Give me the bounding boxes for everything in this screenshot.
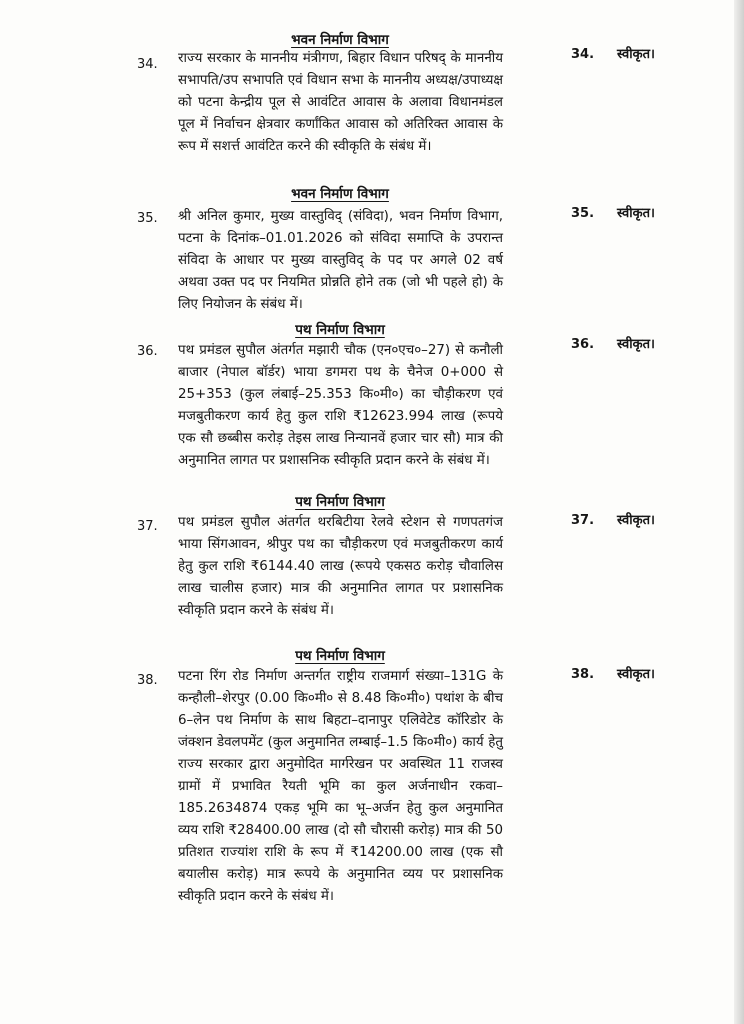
status-label: स्वीकृत। bbox=[617, 206, 655, 221]
item-number: 37. bbox=[137, 519, 158, 534]
page-edge-shadow bbox=[734, 0, 744, 1024]
item-number: 35. bbox=[137, 211, 158, 226]
status-number: 35. bbox=[571, 206, 595, 221]
status-label: स्वीकृत। bbox=[617, 47, 655, 62]
status-number: 36. bbox=[571, 337, 595, 352]
status-label: स्वीकृत। bbox=[617, 337, 655, 352]
item-description: पटना रिंग रोड निर्माण अन्तर्गत राष्ट्रीय राजमार्ग संख्या–131G के कन्हौली–शेरपुर (0.00 कि०मी० से 8.48 कि०मी०) पथांश के बीच 6–लेन पथ निर्माण के साथ बिहटा–दानापुर एलिवेटेड कॉरिडोर के जंक्शन डेवलपमेंट (कुल अनुमानित लम्बाई–1.5 कि०मी०) कार्य हेतु राज्य सरकार द्वारा अनुमोदित मार्गरेखन पर अवस्थित 11 राजस्व ग्रामों में प्रभावित रैयती भूमि का कुल अर्जनाधीन रकवा–185.2634874 एकड़ भूमि का भू–अर्जन हेतु कुल अनुमानित व्यय राशि ₹28400.00 लाख (दो सौ चौरासी करोड़) मात्र की 50 प्रतिशत राज्यांश राशि के रूप में ₹14200.00 लाख (एक सौ बयालीस करोड़) मात्र रूपये के अनुमानित व्यय पर प्रशासनिक स्वीकृति प्रदान करने के संबंध में। bbox=[178, 669, 503, 904]
item-number: 38. bbox=[137, 673, 158, 688]
item-number: 36. bbox=[137, 344, 158, 359]
item-description: पथ प्रमंडल सुपौल अंतर्गत मझारी चौक (एन०एच०–27) से कनौली बाजार (नेपाल बॉर्डर) भाया डगमरा पथ के चैनेज 0+000 से 25+353 (कुल लंबाई–25.353 कि०मी०) का चौड़ीकरण एवं मजबुतीकरण कार्य हेतु कुल राशि ₹12623.994 लाख (रूपये एक सौ छब्बीस करोड़ तेइस लाख निन्यानवें हजार चार सौ) मात्र की अनुमानित लागत पर प्रशासनिक स्वीकृति प्रदान करने के संबंध में। bbox=[178, 343, 503, 468]
status-label: स्वीकृत। bbox=[617, 513, 655, 528]
status-number: 38. bbox=[571, 667, 595, 682]
department-heading: पथ निर्माण विभाग bbox=[295, 322, 385, 338]
status-label: स्वीकृत। bbox=[617, 667, 655, 682]
item-description: पथ प्रमंडल सुपौल अंतर्गत थरबिटीया रेलवे स्टेशन से गणपतगंज भाया सिंगआवन, श्रीपुर पथ का चौड़ीकरण एवं मजबुतीकरण कार्य हेतु कुल राशि ₹6144.40 लाख (रूपये एकसठ करोड़ चौवालिस लाख चालीस हजार) मात्र की अनुमानित लागत पर प्रशासनिक स्वीकृति प्रदान करने के संबंध में। bbox=[178, 515, 503, 618]
department-heading: भवन निर्माण विभाग bbox=[291, 186, 389, 202]
item-number: 34. bbox=[137, 57, 158, 72]
status-number: 37. bbox=[571, 513, 595, 528]
item-description: श्री अनिल कुमार, मुख्य वास्तुविद् (संविदा), भवन निर्माण विभाग, पटना के दिनांक–01.01.2026 को संविदा समाप्ति के उपरान्त संविदा के आधार पर मुख्य वास्तुविद् के पद पर अगले 02 वर्ष अथवा उक्त पद पर नियमित प्रोन्नति होने तक (जो भी पहले हो) के लिए नियोजन के संबंध में। bbox=[178, 209, 503, 312]
department-heading: भवन निर्माण विभाग bbox=[291, 32, 389, 48]
status-number: 34. bbox=[571, 47, 595, 62]
department-heading: पथ निर्माण विभाग bbox=[295, 494, 385, 510]
department-heading: पथ निर्माण विभाग bbox=[295, 648, 385, 664]
item-description: राज्य सरकार के माननीय मंत्रीगण, बिहार विधान परिषद् के माननीय सभापति/उप सभापति एवं विधान सभा के माननीय अध्यक्ष/उपाध्यक्ष को पटना केन्द्रीय पूल से आवंटित आवास के अलावा विधानमंडल पूल में निर्वाचन क्षेत्रवार कर्णांकित आवास को अतिरिक्त आवास के रूप में सशर्त्त आवंटित करने की स्वीकृति के संबंध में। bbox=[178, 51, 503, 154]
